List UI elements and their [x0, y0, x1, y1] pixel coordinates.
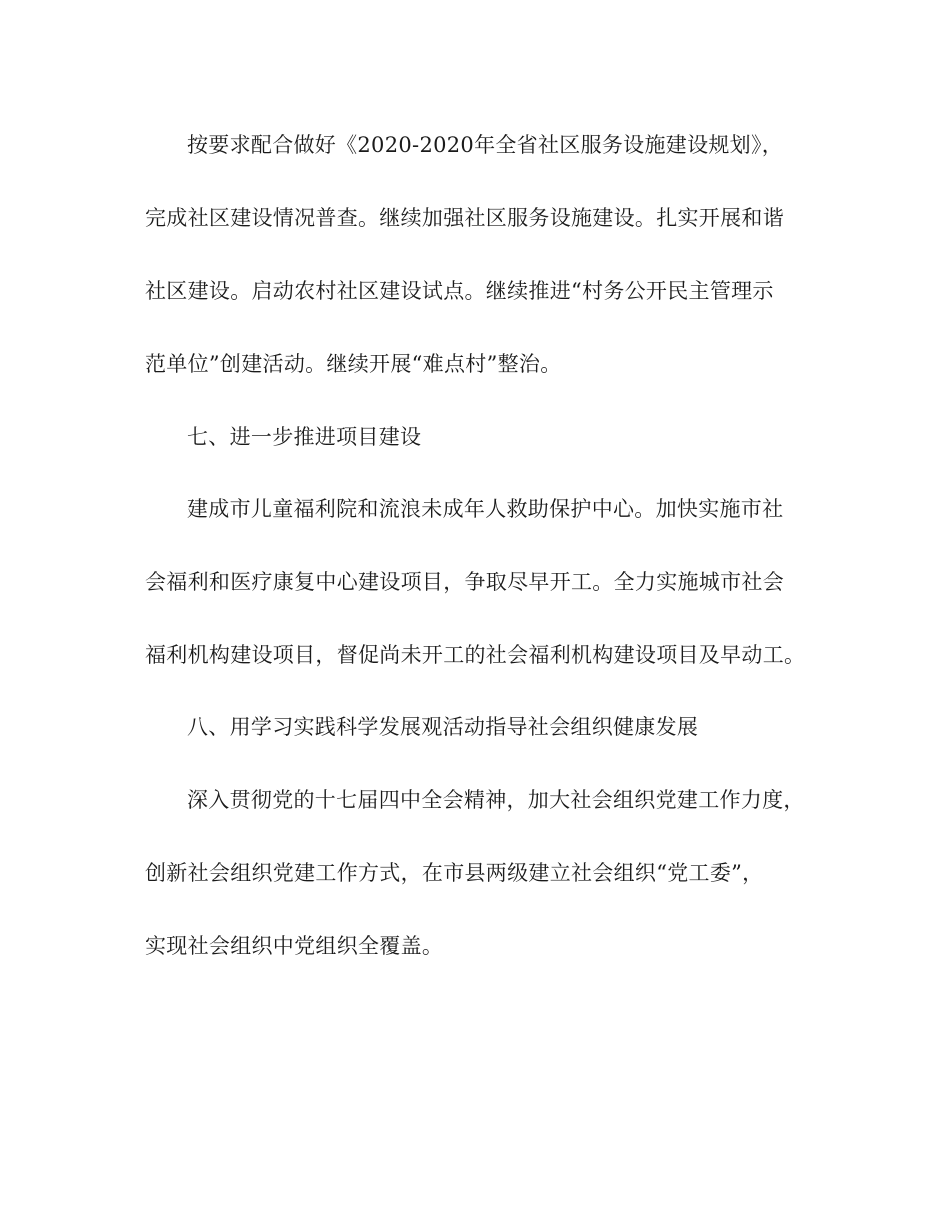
paragraph-line: 深入贯彻党的十七届四中全会精神，加大社会组织党建工作力度，	[187, 788, 805, 812]
paragraph-line: 福利机构建设项目，督促尚未开工的社会福利机构建设项目及早动工。	[145, 643, 806, 667]
paragraph-line: 建成市儿童福利院和流浪未成年人救助保护中心。加快实施市社	[187, 497, 784, 521]
section-heading: 七、进一步推进项目建设	[187, 425, 422, 449]
paragraph-line: 创新社会组织党建工作方式，在市县两级建立社会组织“党工委”，	[145, 861, 764, 885]
paragraph-line: 实现社会组织中党组织全覆盖。	[145, 934, 444, 958]
paragraph-line: 社区建设。启动农村社区建设试点。继续推进“村务公开民主管理示	[145, 279, 774, 303]
paragraph-line: 范单位”创建活动。继续开展“难点村”整治。	[145, 352, 562, 376]
paragraph-line: 会福利和医疗康复中心建设项目，争取尽早开工。全力实施城市社会	[145, 570, 784, 594]
paragraph-line: 完成社区建设情况普查。继续加强社区服务设施建设。扎实开展和谐	[145, 206, 784, 230]
paragraph-line: 按要求配合做好《2020-2020年全省社区服务设施建设规划》，	[187, 133, 784, 157]
section-heading: 八、用学习实践科学发展观活动指导社会组织健康发展	[187, 715, 699, 739]
